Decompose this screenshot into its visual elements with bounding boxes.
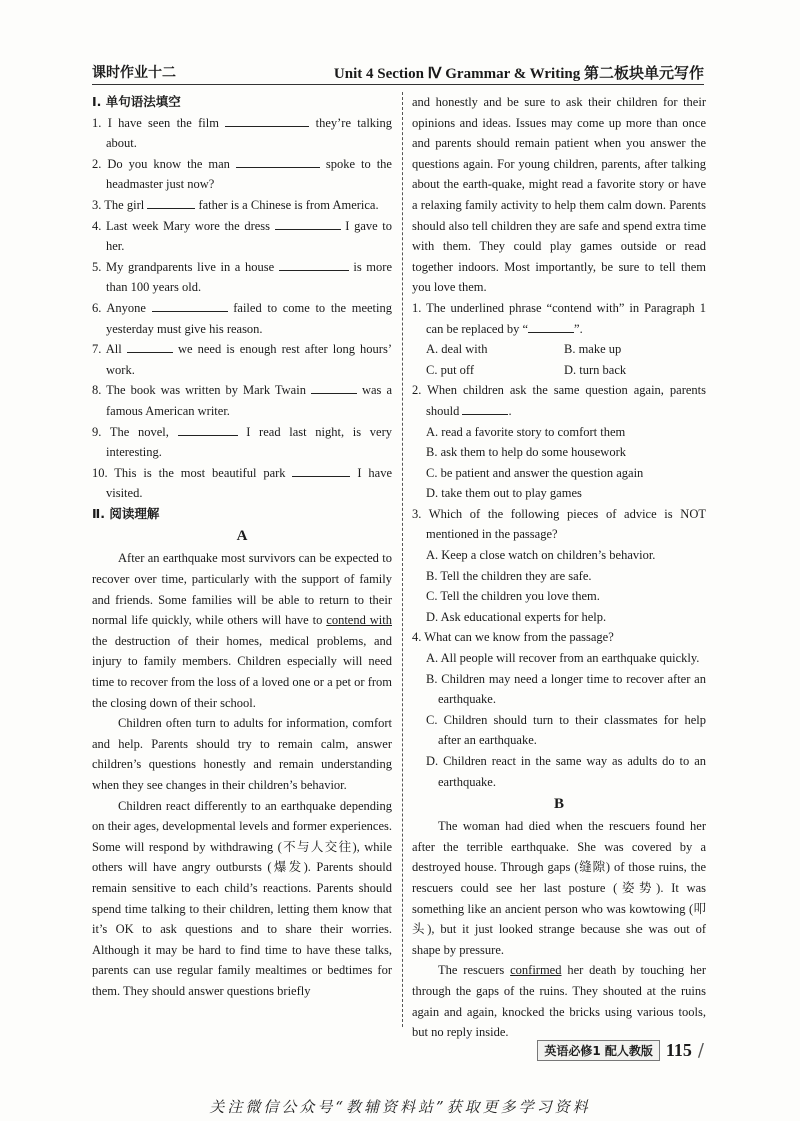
option-d[interactable]: D. turn back bbox=[564, 362, 627, 377]
grammar-item-5: 5. My grandparents live in a house is more than 100 years old. bbox=[92, 257, 392, 298]
option-d[interactable]: D. Ask educational experts for help. bbox=[426, 609, 607, 624]
option-b[interactable]: B. Tell the children they are safe. bbox=[426, 568, 592, 583]
grammar-item-8: 8. The book was written by Mark Twain was a famous American writer. bbox=[92, 380, 392, 421]
option-d[interactable]: D. Children react in the same way as adults do to an earthquake. bbox=[426, 754, 706, 789]
passage-b-paragraph-1: The woman had died when the rescuers found her after the terrible earthquake. She was covered by a destroyed house. Through gaps (缝隙) of those ruins, the rescuers could see her last posture (姿势). It was something like an ancient person who was kowtowing (叩头), but it just looked strange because she was out of shape by pressure. bbox=[412, 819, 706, 957]
header-right: Unit 4 Section Ⅳ Grammar & Writing 第二板块单元写作 bbox=[333, 66, 704, 82]
answer-blank[interactable] bbox=[178, 422, 238, 436]
page-footer bbox=[537, 1040, 704, 1061]
answer-blank[interactable] bbox=[152, 298, 228, 312]
question-1: 1. The underlined phrase “contend with” in Paragraph 1 can be replaced by “ ”. A. deal with B. make up C. put off D. turn back bbox=[412, 298, 706, 380]
option-c[interactable]: C. be patient and answer the question again bbox=[426, 465, 644, 480]
passage-a-paragraph-3: Children react differently to an earthquake depending on their ages, developmental levels and former experiences. Some will respond by withdrawing (不与人交往), while others will have angry outbursts (爆发). Parents should remain sensitive to each child’s reactions. Parents should spend time talking to their children, letting them know that it’s OK to ask questions and to share their worries. Although it may be hard to find time to have these talks, parents can use regular family mealtimes or bedtimes for them. They should answer questions briefly bbox=[92, 798, 392, 998]
section1-title: Ⅰ. 单句语法填空 bbox=[92, 94, 181, 109]
passage-b-paragraph-2: The rescuers confirmed her death by touching her through the gaps of the ruins. They shouted at the ruins again and again, knocked the bricks using various tools, but no reply inside. bbox=[412, 963, 707, 1040]
handwritten-note: 关注微信公众号“教辅资料站”获取更多学习资料 bbox=[209, 1098, 591, 1116]
option-c[interactable]: C. Tell the children you love them. bbox=[426, 589, 600, 604]
left-column bbox=[92, 92, 392, 1002]
option-d[interactable]: D. take them out to play games bbox=[426, 486, 582, 501]
option-a[interactable]: A. Keep a close watch on children’s behavior. bbox=[426, 548, 656, 563]
answer-blank[interactable] bbox=[127, 339, 173, 353]
grammar-item-2: 2. Do you know the man spoke to the headmaster just now? bbox=[92, 154, 392, 195]
page-number: 115 bbox=[665, 1040, 692, 1060]
question-2: 2. When children ask the same question again, parents should . A. read a favorite story to comfort them B. ask them to help do some housework C. be patient and answer the question again D. take them out to play games bbox=[412, 380, 706, 504]
right-column bbox=[412, 92, 706, 1043]
answer-blank[interactable] bbox=[275, 216, 341, 230]
section2-title: Ⅱ. 阅读理解 bbox=[92, 505, 160, 521]
option-a[interactable]: A. All people will recover from an earthquake quickly. bbox=[426, 651, 700, 666]
answer-blank[interactable] bbox=[236, 154, 320, 168]
answer-blank[interactable] bbox=[279, 257, 349, 271]
grammar-item-7: 7. All we need is enough rest after long hours’ work. bbox=[92, 339, 392, 380]
column-divider bbox=[402, 92, 403, 1027]
question-4: 4. What can we know from the passage? A. All people will recover from an earthquake quickly. B. Children may need a longer time to recover after an earthquake. C. Children should turn to their classmates for help after an earthquake. D. Children react in the same way as adults do to an earthquake. bbox=[412, 627, 706, 792]
passage-b-title: B bbox=[553, 796, 564, 813]
question-3: 3. Which of the following pieces of advice is NOT mentioned in the passage? A. Keep a close watch on children’s behavior. B. Tell the children they are safe. C. Tell the children you love them. D. Ask educational experts for help. bbox=[412, 504, 706, 628]
grammar-item-4: 4. Last week Mary wore the dress I gave to her. bbox=[92, 216, 392, 257]
option-a[interactable]: A. deal with bbox=[426, 342, 488, 357]
answer-blank[interactable] bbox=[225, 113, 309, 127]
grammar-item-3: 3. The girl father is a Chinese is from America. bbox=[92, 195, 392, 216]
grammar-item-1: 1. I have seen the film they’re talking about. bbox=[92, 113, 392, 154]
passage-a-continued: and honestly and be sure to ask their children for their opinions and ideas. Issues may come up more than once and parents should remain patient when you answer the questions again. For young children, parents, after talking about the earth-quake, might read a favorite story or have a relaxing family activity to help them calm down. Parents should also tell children they are safe and spend extra time with them. They could play games outside or read together indoors. Most importantly, be sure to tell them you love them. bbox=[412, 95, 706, 295]
passage-a-paragraph-1: After an earthquake most survivors can be expected to recover over time, particularly with the support of family and friends. Some families will be able to return to their normal life quickly, while others will have to contend with the destruction of their homes, medical problems, and injury to family members. Children especially will need time to recover from the loss of a loved one or a pet or from the closing down of their school. bbox=[92, 551, 392, 710]
header-rule bbox=[92, 84, 704, 85]
option-b[interactable]: B. ask them to help do some housework bbox=[426, 445, 626, 460]
answer-blank[interactable] bbox=[147, 195, 195, 209]
passage-a-paragraph-2: Children often turn to adults for information, comfort and help. Parents should try to remain calm, answer children’s questions honestly and remain understanding when they see changes in their children’s behavior. bbox=[92, 716, 392, 792]
answer-blank[interactable] bbox=[528, 319, 574, 333]
answer-blank[interactable] bbox=[292, 463, 350, 477]
option-c[interactable]: C. Children should turn to their classmates for help after an earthquake. bbox=[426, 712, 706, 748]
passage-a-title: A bbox=[236, 528, 248, 545]
slash-mark: / bbox=[697, 1040, 704, 1061]
option-b[interactable]: B. make up bbox=[564, 342, 622, 357]
underlined-word: confirmed bbox=[510, 963, 562, 978]
grammar-item-10: 10. This is the most beautiful park I have visited. bbox=[92, 463, 392, 504]
grammar-item-6: 6. Anyone failed to come to the meeting yesterday must give his reason. bbox=[92, 298, 392, 339]
book-label: 英语必修1 配人教版 bbox=[537, 1040, 660, 1061]
grammar-item-9: 9. The novel, I read last night, is very interesting. bbox=[92, 422, 392, 463]
option-a[interactable]: A. read a favorite story to comfort them bbox=[426, 424, 626, 439]
option-b[interactable]: B. Children may need a longer time to recover after an earthquake. bbox=[426, 671, 706, 707]
option-c[interactable]: C. put off bbox=[426, 362, 475, 377]
header-left: 课时作业十二 bbox=[92, 65, 176, 81]
underlined-phrase: contend with bbox=[326, 613, 392, 628]
answer-blank[interactable] bbox=[462, 401, 508, 415]
page-header bbox=[92, 62, 704, 84]
answer-blank[interactable] bbox=[311, 380, 357, 394]
